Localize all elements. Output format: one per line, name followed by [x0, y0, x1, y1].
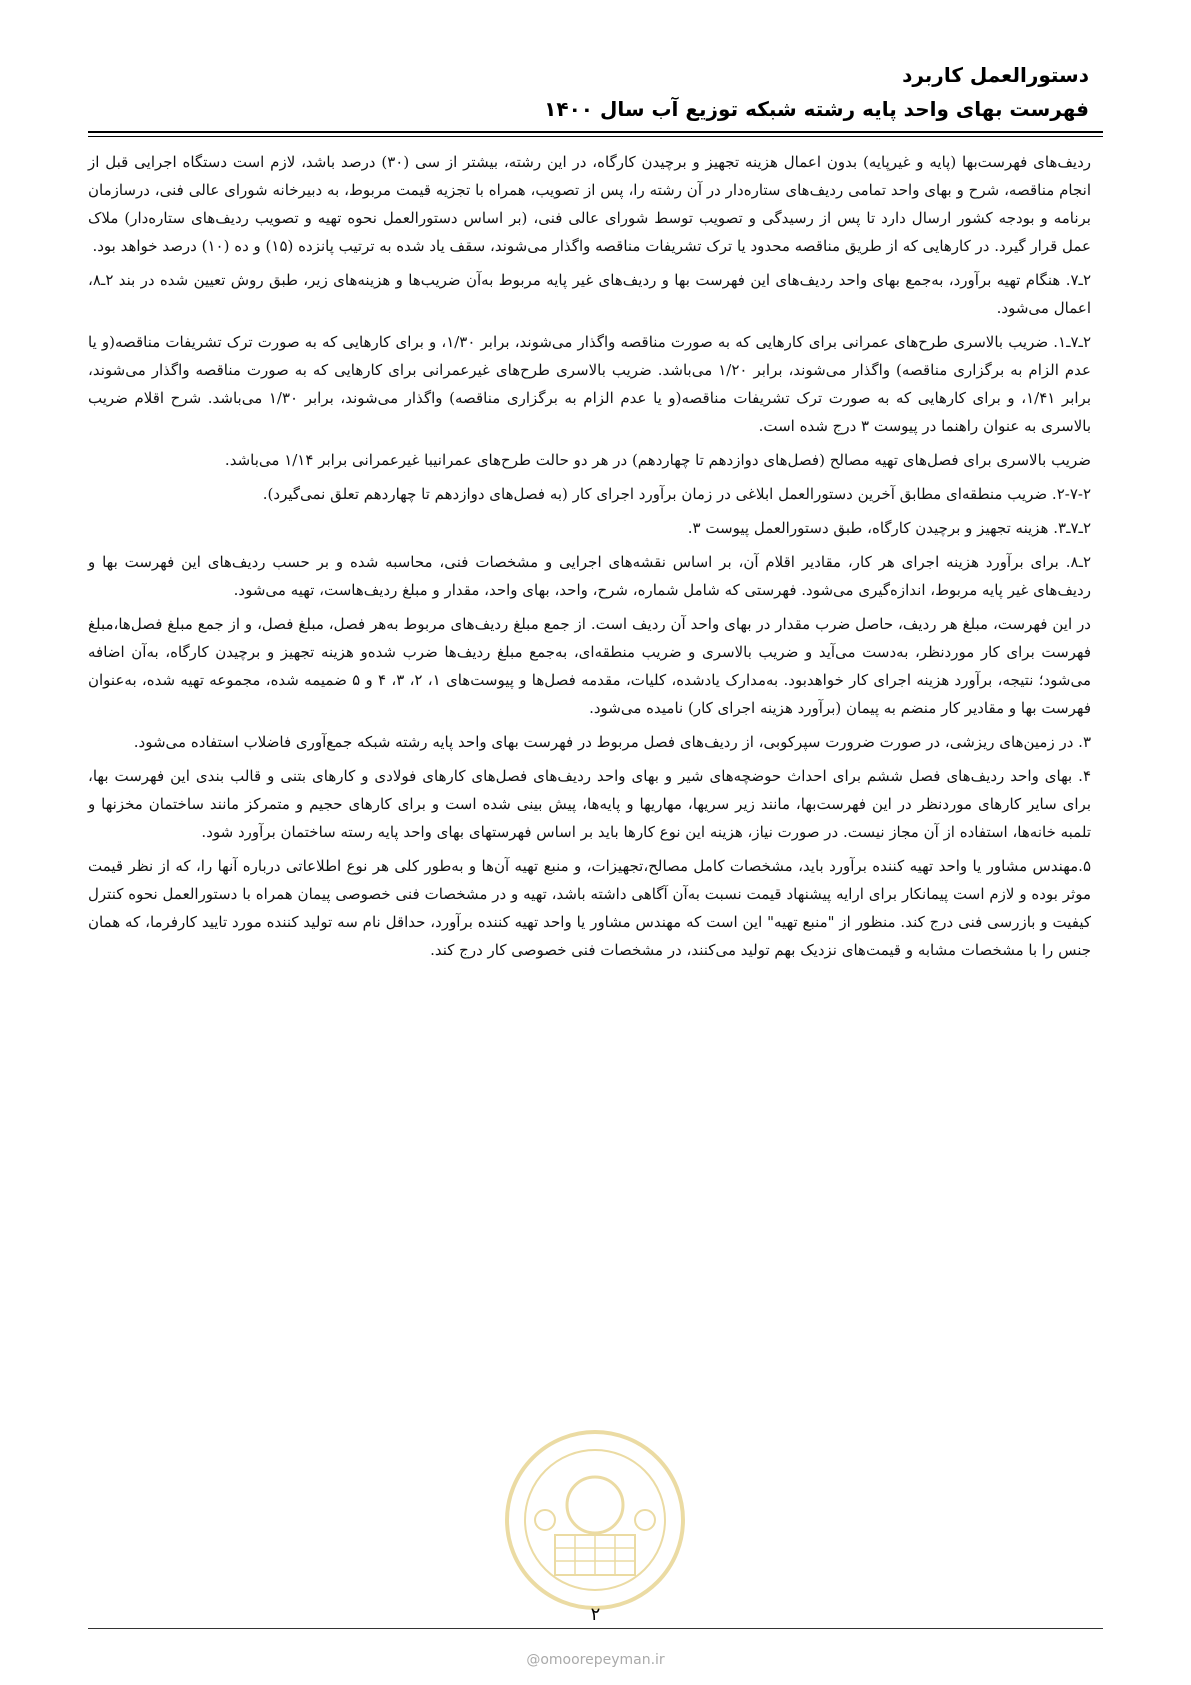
paragraph: ۲ـ۷ـ۳. هزینه تجهیز و برچیدن کارگاه، طبق دستورالعمل پیوست ۳. [687, 519, 1091, 537]
page-header [92, 58, 1089, 126]
paragraph: ۵.مهندس مشاور یا واحد تهیه کننده برآورد باید، مشخصات کامل مصالح،تجهیزات، و منبع تهیه آن‌ها و به‌طور کلی هر نوع اطلاعاتی درباره آنها را، که از نظر قیمت موثر بوده و لازم است پیمانکار برای ارایه پیشنهاد قیمت نسبت به‌آن آگاهی داشته باشد، تهیه و در مشخصات فنی خصوصی پیمان همراه با دستورالعمل نحوه کنترل کیفیت و بازرسی فنی درج کند. منظور از "منبع تهیه" این است که مهندس مشاور یا واحد تهیه کننده برآورد، حداقل نام سه تولید کننده مورد تایید کارفرما، که همان جنس را با مشخصات مشابه و قیمت‌های نزدیک بهم تولید می‌کنند، در مشخصات فنی خصوصی کار درج کند. [88, 857, 1091, 959]
watermark-url: @omoorepeyman.ir [526, 1652, 665, 1668]
header-title-line2: فهرست بهای واحد پایه رشته شبکه توزیع آب سال ۱۴۰۰ [544, 97, 1089, 121]
header-divider-thin [88, 136, 1103, 137]
header-title-line1: دستورالعمل کاربرد [902, 63, 1089, 87]
footer-divider [88, 1628, 1103, 1629]
paragraph: در این فهرست، مبلغ هر ردیف، حاصل ضرب مقدار در بهای واحد آن ردیف است. از جمع مبلغ ردیف‌های مربوط به‌هر فصل، مبلغ فصل، و از جمع مبلغ فصل‌ها،مبلغ فهرست برای کار موردنظر، به‌دست می‌آید و ضریب بالاسری و ضریب منطقه‌ای، به‌جمع مبلغ ردیف‌ها ضرب شده‌و هزینه تجهیز و برچیدن کارگاه، به‌آن اضافه می‌شود؛ نتیجه، برآورد هزینه اجرای کار خواهدبود. به‌مدارک یادشده، کلیات، مقدمه فصل‌ها و پیوست‌های ۱، ۲، ۳، ۴ و ۵ ضمیمه شده، مجموعه تهیه شده، به‌عنوان فهرست بها و مقادیر کار منضم به پیمان (برآورد هزینه اجرای کار) نامیده می‌شود. [88, 615, 1092, 717]
paragraph: ۲ـ۷ـ۱. ضریب بالاسری طرح‌های عمرانی برای کارهایی که به صورت مناقصه واگذار می‌شوند، برابر ۱/۳۰، و برای کارهایی که به صورت ترک تشریفات مناقصه(و یا عدم الزام به برگزاری مناقصه) واگذار می‌شوند، برابر ۱/۲۰ می‌باشد. ضریب بالاسری طرح‌های غیرعمرانی برای کارهایی که به صورت مناقصه واگذار می‌شوند، برابر ۱/۴۱، و برای کارهایی که به صورت ترک تشریفات مناقصه(و یا عدم الزام به برگزاری مناقصه) واگذار می‌شوند، برابر ۱/۳۰ می‌باشد. شرح اقلام ضریب بالاسری به عنوان راهنما در پیوست ۳ درج شده است. [88, 333, 1092, 435]
paragraph: ردیف‌های فهرست‌بها (پایه و غیرپایه) بدون اعمال هزینه تجهیز و برچیدن کارگاه، در این رشته، بیشتر از سی (۳۰) درصد باشد، لازم است دستگاه اجرایی قبل از انجام مناقصه، شرح و بهای واحد تمامی ردیف‌های ستاره‌دار در آن رشته را، پس از تصویب، همراه با تجزیه قیمت مربوط، به دبیرخانه شورای عالی فنی، درسازمان برنامه و بودجه کشور ارسال دارد تا پس از رسیدگی و تصویب توسط شورای عالی فنی، (بر اساس دستورالعمل نحوه تهیه و تصویب ردیف‌های ستاره‌دار) ملاک عمل قرار گیرد. در کارهایی که از طریق مناقصه محدود یا ترک تشریفات مناقصه واگذار می‌شوند، سقف یاد شده به ترتیب پانزده (۱۵) و ده (۱۰) درصد خواهد بود. [88, 153, 1092, 255]
paragraph: ۲-۷-۲. ضریب منطقه‌ای مطابق آخرین دستورالعمل ابلاغی در زمان برآورد اجرای کار (به فصل‌های دوازدهم تا چهاردهم تعلق نمی‌گیرد). [262, 485, 1091, 503]
paragraph: ۲ـ۷. هنگام تهیه برآورد، به‌جمع بهای واحد ردیف‌های این فهرست بها و ردیف‌های غیر پایه مربوط به‌آن ضریب‌ها و هزینه‌های زیر، طبق روش تعیین شده در بند ۲ـ۸، اعمال می‌شود. [88, 271, 1091, 317]
paragraph: ضریب بالاسری برای فصل‌های تهیه مصالح (فصل‌های دوازدهم تا چهاردهم) در هر دو حالت طرح‌های عمرانیبا غیرعمرانی برابر ۱/۱۴ می‌باشد. [224, 451, 1091, 469]
paragraph: ۳. در زمین‌های ریزشی، در صورت ضرورت سپرکوبی، از ردیف‌های فصل مربوط در فهرست بهای واحد پایه رشته شبکه جمع‌آوری فاضلاب استفاده می‌شود. [133, 733, 1091, 751]
page-number: ۲ [590, 1604, 601, 1625]
body-text [88, 148, 1091, 970]
watermark-seal-logo [500, 1425, 690, 1615]
paragraph: ۲ـ۸. برای برآورد هزینه اجرای هر کار، مقادیر اقلام آن، بر اساس نقشه‌های اجرایی و مشخصات فنی، محاسبه شده و بر حسب ردیف‌های این فهرست بها و ردیف‌های غیر پایه مربوط، اندازه‌گیری می‌شود. فهرستی که شامل شماره، شرح، واحد، بهای واحد، مقدار و مبلغ ردیف‌هاست، تهیه می‌شود. [88, 553, 1091, 599]
header-divider [88, 131, 1103, 133]
paragraph: ۴. بهای واحد ردیف‌های فصل ششم برای احداث حوضچه‌های شیر و بهای واحد ردیف‌های فصل‌های کارهای فولادی و کارهای بتنی و قالب بندی این فهرست بها، برای سایر کارهای موردنظر در این فهرست‌بها، مانند زیر سریها، مهاریها و پایه‌ها، پیش بینی شده است و برای کارهای حجیم و متمرکز مانند ساختمان مخزنها و تلمبه خانه‌ها، استفاده از آن مجاز نیست. در صورت نیاز، هزینه این نوع کارها باید بر اساس فهرستهای بهای واحد پایه رسته ساختمان برآورد شود. [88, 767, 1091, 841]
